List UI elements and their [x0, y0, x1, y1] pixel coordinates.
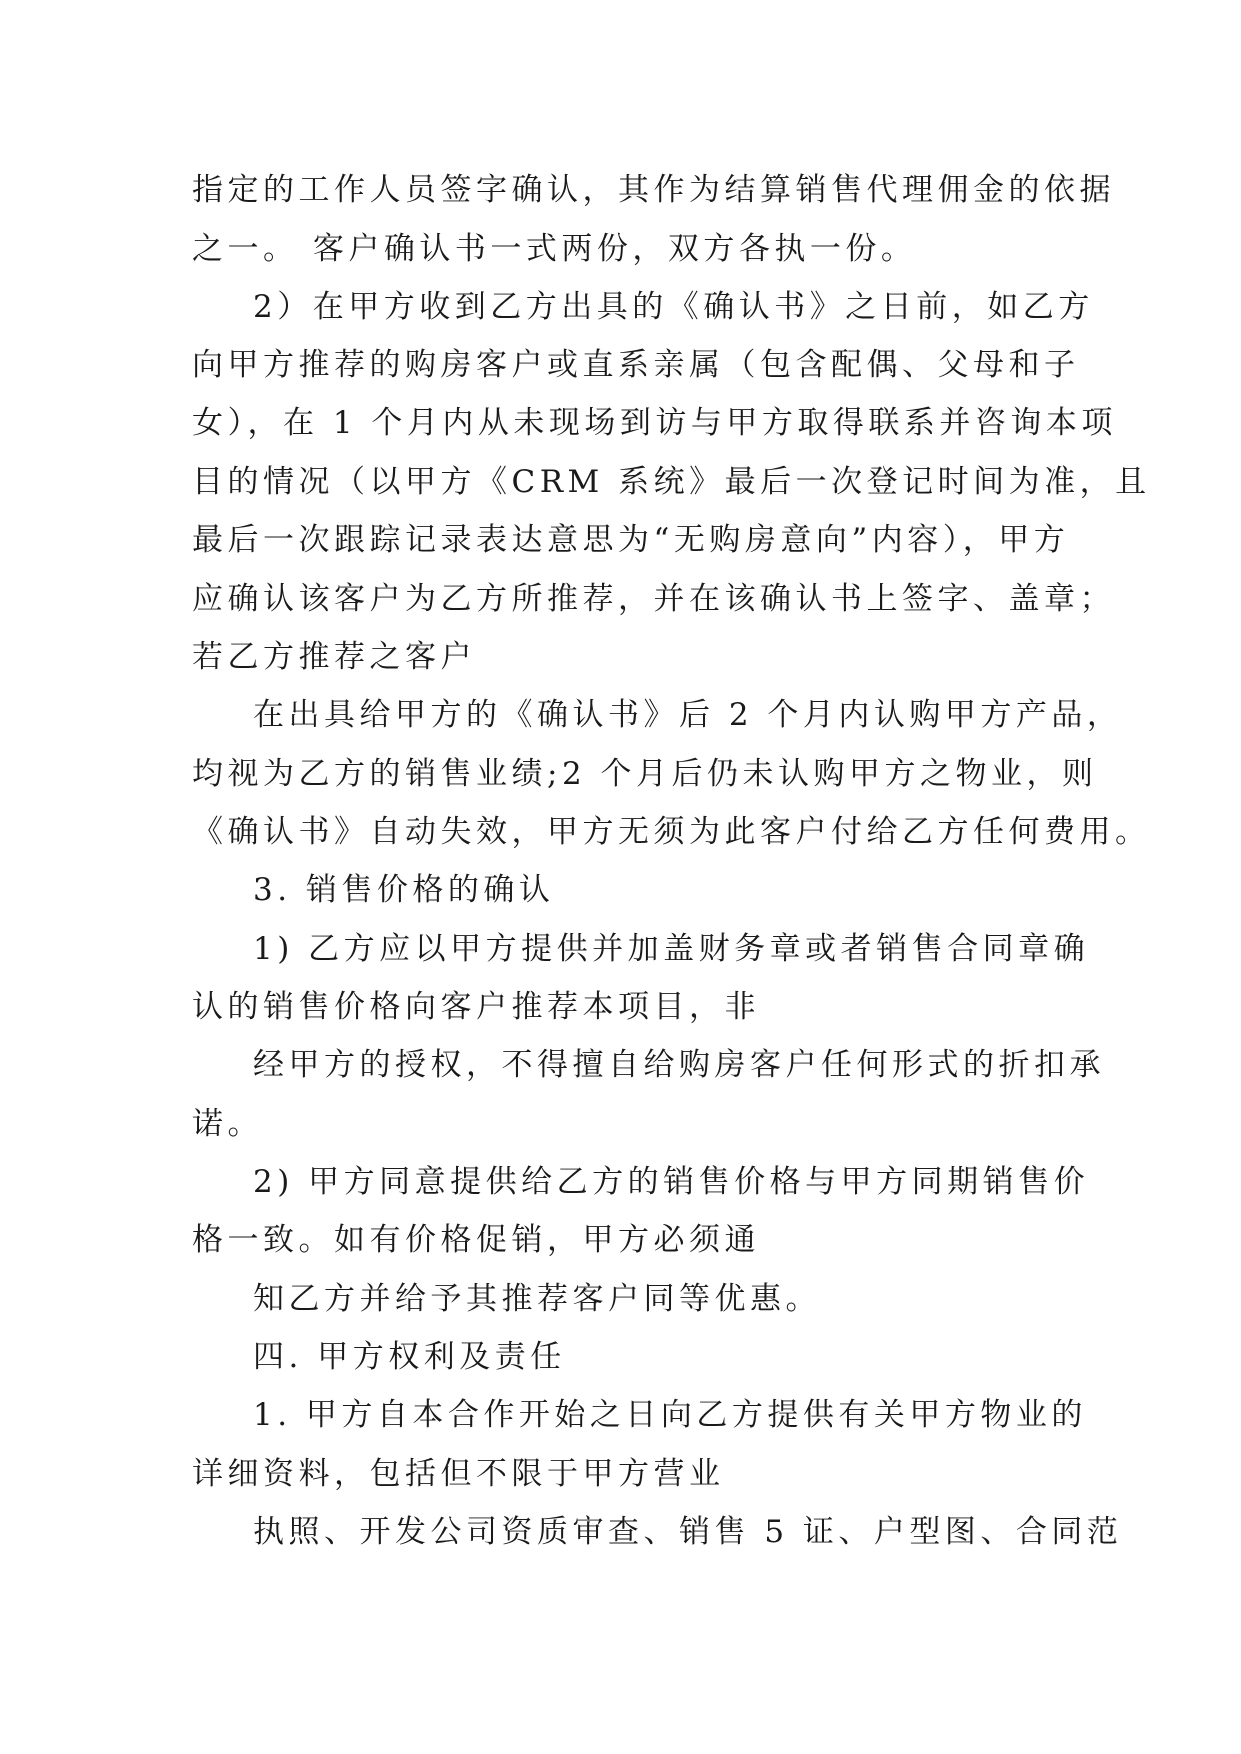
text-line: 《确认书》自动失效，甲方无须为此客户付给乙方任何费用。	[192, 814, 1151, 850]
text-line: 在出具给甲方的《确认书》后 2 个月内认购甲方产品，	[253, 697, 1123, 733]
text-line: 女），在 1 个月内从未现场到访与甲方取得联系并咨询本项	[192, 405, 1117, 441]
text-line: 若乙方推荐之客户	[192, 639, 476, 675]
section-heading: 3. 销售价格的确认	[253, 872, 555, 908]
text-line: 详细资料，包括但不限于甲方营业	[192, 1456, 725, 1492]
text-line: 指定的工作人员签字确认，其作为结算销售代理佣金的依据	[192, 172, 1115, 208]
text-line: 应确认该客户为乙方所推荐，并在该确认书上签字、盖章；	[192, 581, 1115, 617]
text-line: 诺。	[192, 1106, 263, 1142]
text-line: 之一。 客户确认书一式两份，双方各执一份。	[192, 231, 917, 267]
text-line: 执照、开发公司资质审查、销售 5 证、户型图、合同范	[253, 1514, 1123, 1550]
text-line: 1) 乙方应以甲方提供并加盖财务章或者销售合同章确	[253, 931, 1090, 967]
text-line: 经甲方的授权，不得擅自给购房客户任何形式的折扣承	[253, 1047, 1105, 1083]
text-line: 2) 甲方同意提供给乙方的销售价格与甲方同期销售价	[253, 1164, 1090, 1200]
text-line: 向甲方推荐的购房客户或直系亲属（包含配偶、父母和子	[192, 347, 1080, 383]
section-heading: 四. 甲方权利及责任	[253, 1339, 566, 1375]
text-line: 均视为乙方的销售业绩;2 个月后仍未认购甲方之物业，则	[192, 756, 1098, 792]
text-line: 最后一次跟踪记录表达意思为“无购房意向”内容），甲方	[192, 522, 1070, 558]
text-line: 目的情况（以甲方《CRM 系统》最后一次登记时间为准，且	[192, 464, 1151, 500]
text-line: 知乙方并给予其推荐客户同等优惠。	[253, 1281, 821, 1317]
text-line: 2）在甲方收到乙方出具的《确认书》之日前，如乙方	[253, 289, 1094, 325]
text-line: 格一致。如有价格促销，甲方必须通	[192, 1222, 760, 1258]
text-line: 认的销售价格向客户推荐本项目，非	[192, 989, 760, 1025]
text-line: 1. 甲方自本合作开始之日向乙方提供有关甲方物业的	[253, 1397, 1087, 1433]
